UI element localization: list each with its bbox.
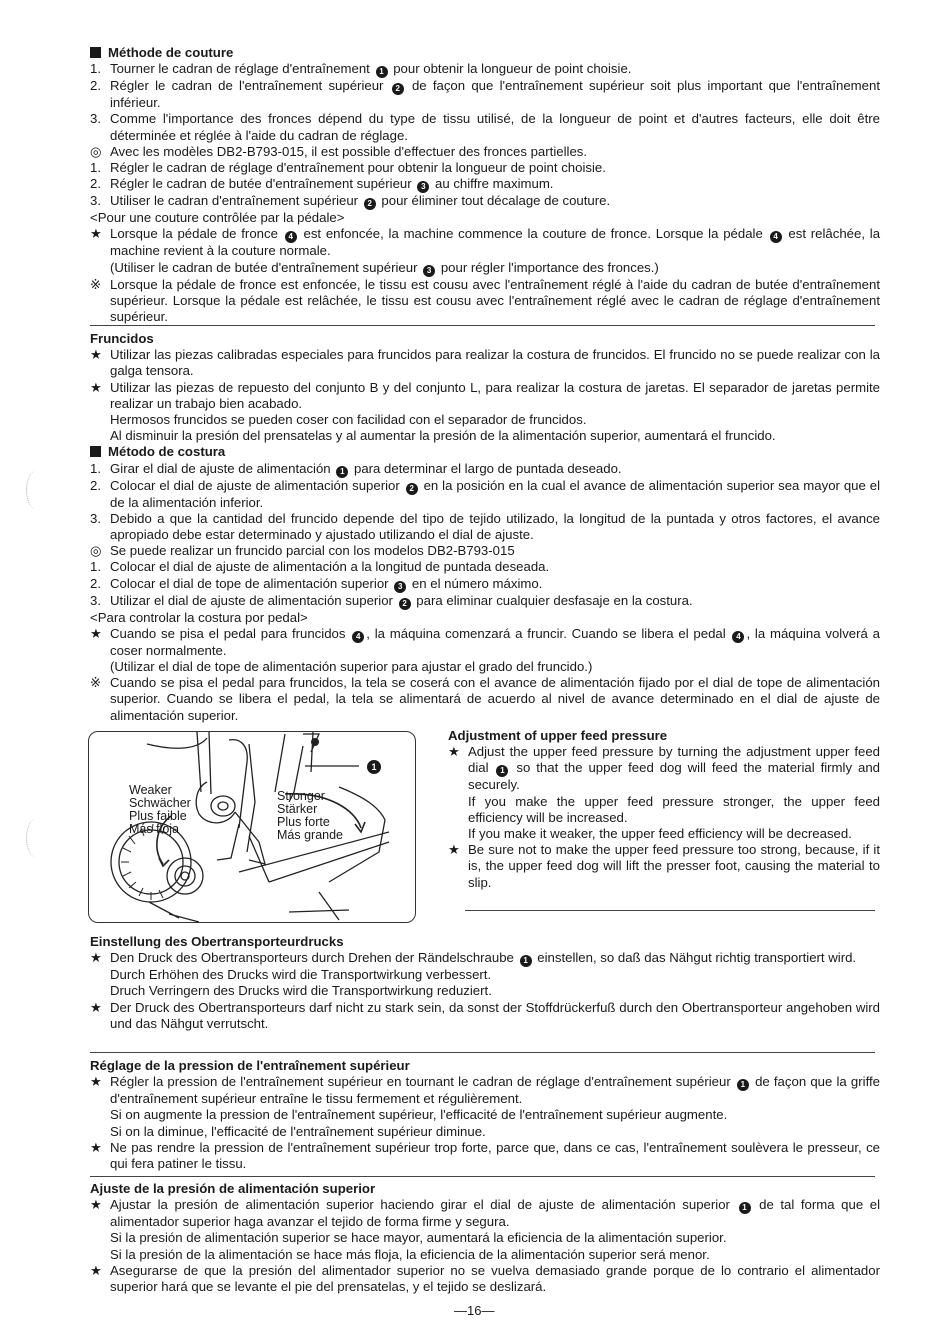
list-item: 2. Colocar el dial de ajuste de alimentación superior 2 en la posición en la cual el avance de alimentación superior sea mayor que el de la alimentación inferior. xyxy=(90,477,880,510)
star-item: ★ Utilizar las piezas de repuesto del conjunto B y del conjunto L, para realizar la costura de jaretas. El separador de jaretas permite realizar un trabajo bien acabado. Hermosos fruncidos se pueden coser con facilidad con el separador de fruncidos. Al disminuir la presión del prensatelas y al aumentar la presión de la alimentación superior, aumentará el fruncido. xyxy=(90,379,880,444)
star-icon: ★ xyxy=(90,347,102,363)
section-es-fruncidos xyxy=(90,331,880,724)
list-item: 2. Colocar el dial de tope de alimentación superior 3 en el número máximo. xyxy=(90,575,543,591)
star-icon: ★ xyxy=(90,950,102,966)
star-item: ★ Adjust the upper feed pressure by turning the adjustment upper feed dial 1 so that the upper feed dog will feed the material firmly and securely. If you make the upper feed pressure stronger, the upper feed efficiency will be increased. If you make it weaker, the upper feed efficiency will be decreased. xyxy=(448,744,880,842)
list-item: 3. Utilizar el dial de ajuste de alimentación superior 2 para eliminar cualquier desfasaje en la costura. xyxy=(90,592,693,608)
star-item: ★ Ajustar la presión de alimentación superior haciendo girar el dial de ajuste de alimentación superior 1 de tal forma que el alimentador superior haga avanzar el tejido de forma firme y segura. Si la presión de alimentación superior se hace mayor, aumentará la eficiencia de la alimentación superior. Si la presión de la alimentación se hace más floja, la eficiencia de la alimentación superior será menor. xyxy=(90,1197,881,1262)
callout-4-icon: 4 xyxy=(732,631,744,643)
asterisk-icon: ※ xyxy=(90,675,102,691)
star-item: ★ Lorsque la pédale de fronce 4 est enfoncée, la machine commence la couture de fronce. Lorsque la pédale 4 est relâchée, la machine revient à la couture normale. (Utiliser le cadran de butée d'entraînement supérieur 3 pour régler l'importance des fronces.) xyxy=(90,226,881,275)
star-icon: ★ xyxy=(90,226,102,242)
callout-1-icon: 1 xyxy=(737,1079,749,1091)
callout-1-icon: 1 xyxy=(367,760,381,774)
section-es-ajuste xyxy=(90,1181,880,1295)
pedal-subheading: <Pour une couture contrôlée par la pédale> xyxy=(90,210,345,226)
section-divider xyxy=(465,910,875,911)
stronger-label: Stronger Stärker Plus forte Más grande xyxy=(277,789,344,842)
star-icon: ★ xyxy=(90,625,102,641)
star-icon: ★ xyxy=(90,1139,102,1155)
note-item: ◎ Se puede realizar un fruncido parcial con los modelos DB2-B793-015 xyxy=(90,543,515,559)
callout-4-icon: 4 xyxy=(352,631,364,643)
heading-square-icon xyxy=(90,47,101,58)
star-item: ★ Asegurarse de que la presión del alimentador superior no se vuelva demasiado grande porque de lo contrario el alimentador superior hará que se levante el pie del prensatelas, y el tejido se deslizará. xyxy=(90,1262,880,1295)
section-heading: Método de costura xyxy=(90,444,880,460)
section-heading: Adjustment of upper feed pressure xyxy=(448,728,668,743)
list-item: 2. Régler le cadran de l'entraînement supérieur 2 de façon que l'entraînement supérieur soit plus important que l'entraînement inférieur. xyxy=(90,78,880,111)
heading-square-icon xyxy=(90,446,101,457)
section-fr-reglage xyxy=(90,1058,880,1172)
star-item: ★ Utilizar las piezas calibradas especiales para fruncidos para realizar la costura de fruncidos. El fruncido no se puede realizar con la galga tensora. xyxy=(90,347,880,379)
list-item: 3. Comme l'importance des fronces dépend du type de tissu utilisé, de la longueur de point et d'autres facteurs, elle doit être déterminée et réglée à l'aide du cadran de réglage. xyxy=(90,111,880,143)
callout-2-icon: 2 xyxy=(364,198,376,210)
star-icon: ★ xyxy=(448,842,460,858)
double-circle-icon: ◎ xyxy=(90,143,102,159)
asterisk-item: ※ Lorsque la pédale de fronce est enfoncée, le tissu est cousu avec l'entraînement réglé à l'aide du cadran de butée d'entraînement supérieur. Lorsque la pédale est relâchée, le tissu est cousu avec l'entraînement réglé avec le cadran de réglage d'entraînement supérieur. xyxy=(90,276,880,325)
page-number: —16— xyxy=(454,1303,495,1318)
note-item: ◎ Avec les modèles DB2-B793-015, il est possible d'effectuer des fronces partielles. xyxy=(90,143,588,159)
pedal-subheading: <Para controlar la costura por pedal> xyxy=(90,609,308,625)
section-heading: Méthode de couture xyxy=(90,45,880,61)
section-de-einstellung xyxy=(90,934,880,1032)
callout-2-icon: 2 xyxy=(399,598,411,610)
star-item: ★ Be sure not to make the upper feed pressure too strong, because, if it is, the upper feed dog will lift the presser foot, causing the material to slip. xyxy=(448,842,880,890)
star-icon: ★ xyxy=(90,999,102,1015)
list-item: 2. Régler le cadran de butée d'entraînement supérieur 3 au chiffre maximum. xyxy=(90,176,554,192)
callout-3-icon: 3 xyxy=(394,581,406,593)
list-item: 1. Régler le cadran de réglage d'entraînement pour obtenir la longueur de point choisie. xyxy=(90,160,606,176)
star-item: ★ Cuando se pisa el pedal para fruncidos 4 , la máquina comenzará a fruncir. Cuando se libera el pedal 4 , la máquina volverá a coser normalmente. (Utilizar el dial de tope de alimentación superior para ajustar el grado del fruncido.) xyxy=(90,625,880,675)
star-icon: ★ xyxy=(90,379,102,395)
list-item: 3. Utiliser le cadran d'entraînement supérieur 2 pour éliminer tout décalage de couture. xyxy=(90,193,611,209)
callout-1-icon: 1 xyxy=(336,466,348,478)
list-item: 3. Debido a que la cantidad del fruncido depende del tipo de tejido utilizado, la longitud de la puntada y otros factores, el avance apropiado debe estar determinado y ajustado utilizando el dial de ajuste. xyxy=(90,510,880,543)
section-heading: Réglage de la pression de l'entraînement supérieur xyxy=(90,1058,410,1073)
star-item: ★ Ne pas rendre la pression de l'entraînement supérieur trop forte, parce que, dans ce cas, l'entraînement soulèvera le presseur, ce qui fera patiner le tissu. xyxy=(90,1139,880,1172)
star-icon: ★ xyxy=(448,744,460,760)
section-en-adjustment xyxy=(448,728,880,891)
asterisk-item: ※ Cuando se pisa el pedal para fruncidos, la tela se coserá con el avance de alimentación fijado por el dial de tope de alimentación superior. Cuando se libera el pedal, la tela se alimentará de acuerdo al nivel de avance determinado en el dial de ajuste de alimentación superior. xyxy=(90,675,880,723)
figure-upper-feed-dial xyxy=(88,731,416,923)
section-divider xyxy=(90,1052,875,1053)
callout-1-icon: 1 xyxy=(520,955,532,967)
weaker-label: Weaker Schwächer Plus faible Más floja xyxy=(129,783,191,836)
binding-hole-mark xyxy=(26,818,49,858)
callout-4-icon: 4 xyxy=(770,231,782,243)
star-item: ★ Der Druck des Obertransporteurs darf nicht zu stark sein, da sonst der Stoffdrückerfuß durch den Obertransporteur angehoben wird und das Nähgut verrutscht. xyxy=(90,999,880,1031)
section-heading: Einstellung des Obertransporteurdrucks xyxy=(90,934,344,949)
section-divider xyxy=(90,325,875,326)
callout-1-icon: 1 xyxy=(739,1202,751,1214)
section-fr-methode xyxy=(90,45,880,325)
callout-1-icon: 1 xyxy=(496,765,508,777)
list-item: 1. Girar el dial de ajuste de alimentación 1 para determinar el largo de puntada deseado. xyxy=(90,460,622,476)
binding-hole-mark xyxy=(26,470,49,510)
section-heading: Fruncidos xyxy=(90,331,154,346)
list-item: 1. Tourner le cadran de réglage d'entraînement 1 pour obtenir la longueur de point choisie. xyxy=(90,61,632,77)
callout-2-icon: 2 xyxy=(406,483,418,495)
star-icon: ★ xyxy=(90,1197,102,1213)
list-item: 1. Colocar el dial de ajuste de alimentación a la longitud de puntada deseada. xyxy=(90,559,550,575)
star-icon: ★ xyxy=(90,1074,102,1090)
callout-4-icon: 4 xyxy=(285,231,297,243)
section-heading: Ajuste de la presión de alimentación superior xyxy=(90,1181,376,1196)
callout-2-icon: 2 xyxy=(392,83,404,95)
callout-3-icon: 3 xyxy=(417,181,429,193)
star-icon: ★ xyxy=(90,1262,102,1278)
star-item: ★ Régler la pression de l'entraînement supérieur en tournant le cadran de réglage d'entraînement supérieur 1 de façon que la griffe d'entraînement supérieur entraîne le tissu fermement et régulièrement. Si on augmente la pression de l'entraînement supérieur, l'efficacité de l'entraînement supérieur augmente. Si on la diminue, l'efficacité de l'entraînement supérieur diminue. xyxy=(90,1074,880,1139)
callout-3-icon: 3 xyxy=(423,265,435,277)
star-item: ★ Den Druck des Obertransporteurs durch Drehen der Rändelschraube 1 einstellen, so daß das Nähgut richtig transportiert wird. Durch Erhöhen des Drucks wird die Transportwirkung verbessert. Druch Verringern des Drucks wird die Transportwirkung reduziert. xyxy=(90,950,857,999)
section-divider xyxy=(90,1176,875,1177)
asterisk-icon: ※ xyxy=(90,276,102,292)
callout-1-icon: 1 xyxy=(376,66,388,78)
double-circle-icon: ◎ xyxy=(90,543,102,559)
